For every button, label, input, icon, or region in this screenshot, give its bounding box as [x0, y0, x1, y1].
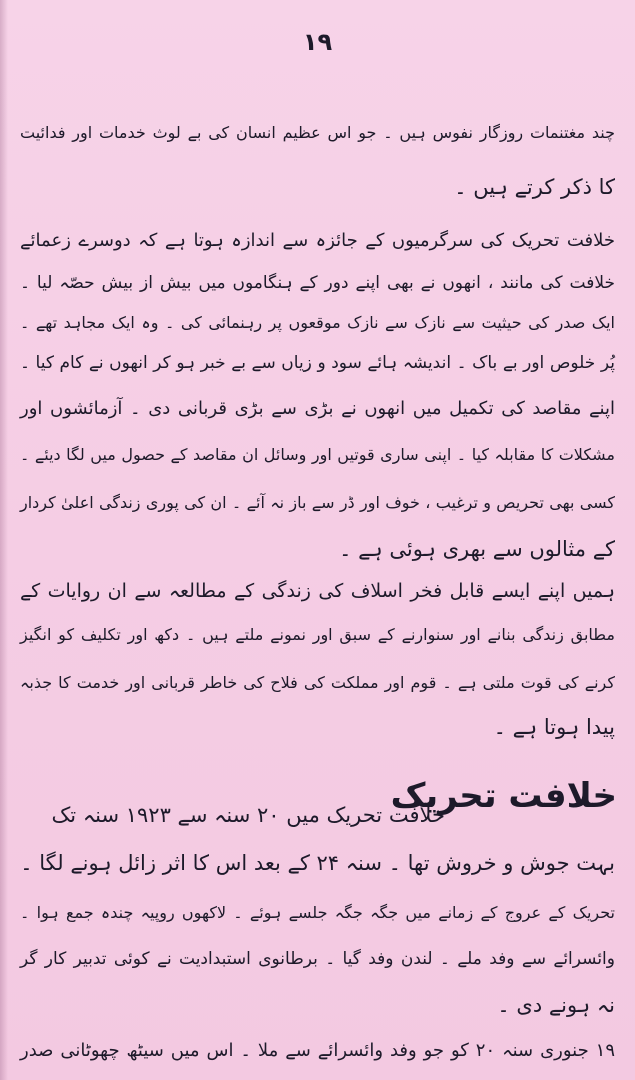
- page-edge-shadow: [0, 0, 8, 1080]
- text-line: مشکلات کا مقابلہ کیا ۔ اپنی ساری قوتیں اور وسائل ان مقاصد کے حصول میں لگا دیئے ۔: [20, 445, 615, 464]
- text-line: نہ ہونے دی ۔: [497, 993, 615, 1017]
- text-line: ایک صدر کی حیثیت سے نازک سے نازک موقعوں پر رہنمائی کی ۔ وہ ایک مجاہد تھے ۔: [20, 313, 615, 332]
- text-line: کے مثالوں سے بھری ہوئی ہے ۔: [339, 537, 615, 561]
- text-line: کسی بھی تحریص و ترغیب ، خوف اور ڈر سے باز نہ آئے ۔ ان کی پوری زندگی اعلیٰ کردار: [20, 493, 615, 512]
- text-line: وائسرائے سے وفد ملے ۔ لندن وفد گیا ۔ برطانوی استبدادیت نے کوئی تدبیر کار گر: [20, 949, 615, 969]
- text-line: پیدا ہوتا ہے ۔: [493, 715, 615, 739]
- text-line: خلافت کی مانند ، انھوں نے بھی اپنے دور کے ہنگاموں میں بیش از بیش حصّہ لیا ۔: [20, 273, 615, 293]
- text-line: تحریک کے عروج کے زمانے میں جگہ جگہ جلسے ہوئے ۔ لاکھوں روپیہ چندہ جمع ہوا ۔: [20, 903, 615, 922]
- text-line: ۱۹ جنوری سنہ ۲۰ کو جو وفد وائسرائے سے ملا ۔ اس میں سیٹھ چھوٹانی صدر: [20, 1040, 615, 1061]
- text-line: بہت جوش و خروش تھا ۔ سنہ ۲۴ کے بعد اس کا اثر زائل ہونے لگا ۔: [20, 851, 615, 875]
- text-line: چند مغتنمات روزگار نفوس ہیں ۔ جو اس عظیم انسان کی بے لوث خدمات اور فدائیت: [20, 123, 615, 142]
- text-line: اپنے مقاصد کی تکمیل میں انھوں نے بڑی سے بڑی قربانی دی ۔ آزمائشوں اور: [20, 398, 615, 419]
- text-line: ہمیں اپنے ایسے قابل فخر اسلاف کی زندگی کے مطالعہ سے ان روایات کے: [20, 580, 615, 602]
- text-line: مطابق زندگی بنانے اور سنوارنے کے سبق اور نمونے ملتے ہیں ۔ دکھ اور تکلیف کو انگیز: [20, 625, 615, 644]
- text-line: خلافت تحریک کی سرگرمیوں کے جائزہ سے اندازہ ہوتا ہے کہ دوسرے زعمائے: [20, 230, 615, 251]
- page-number: ١٩: [302, 28, 333, 56]
- heading-line-text: خلافت تحریک میں ۲۰ سنہ سے ۱۹۲۳ سنہ تک: [51, 803, 445, 827]
- text-line: کرنے کی قوت ملتی ہے ۔ قوم اور مملکت کی فلاح کی خاطر قربانی اور خدمت کا جذبہ: [20, 673, 615, 692]
- text-line: کا ذکر کرتے ہیں ۔: [454, 175, 615, 199]
- section-heading: خلافت تحریک: [390, 776, 617, 816]
- text-line: پُر خلوص اور بے باک ۔ اندیشہ ہائے سود و زیاں سے بے خبر ہو کر انھوں نے کام کیا ۔: [20, 353, 615, 373]
